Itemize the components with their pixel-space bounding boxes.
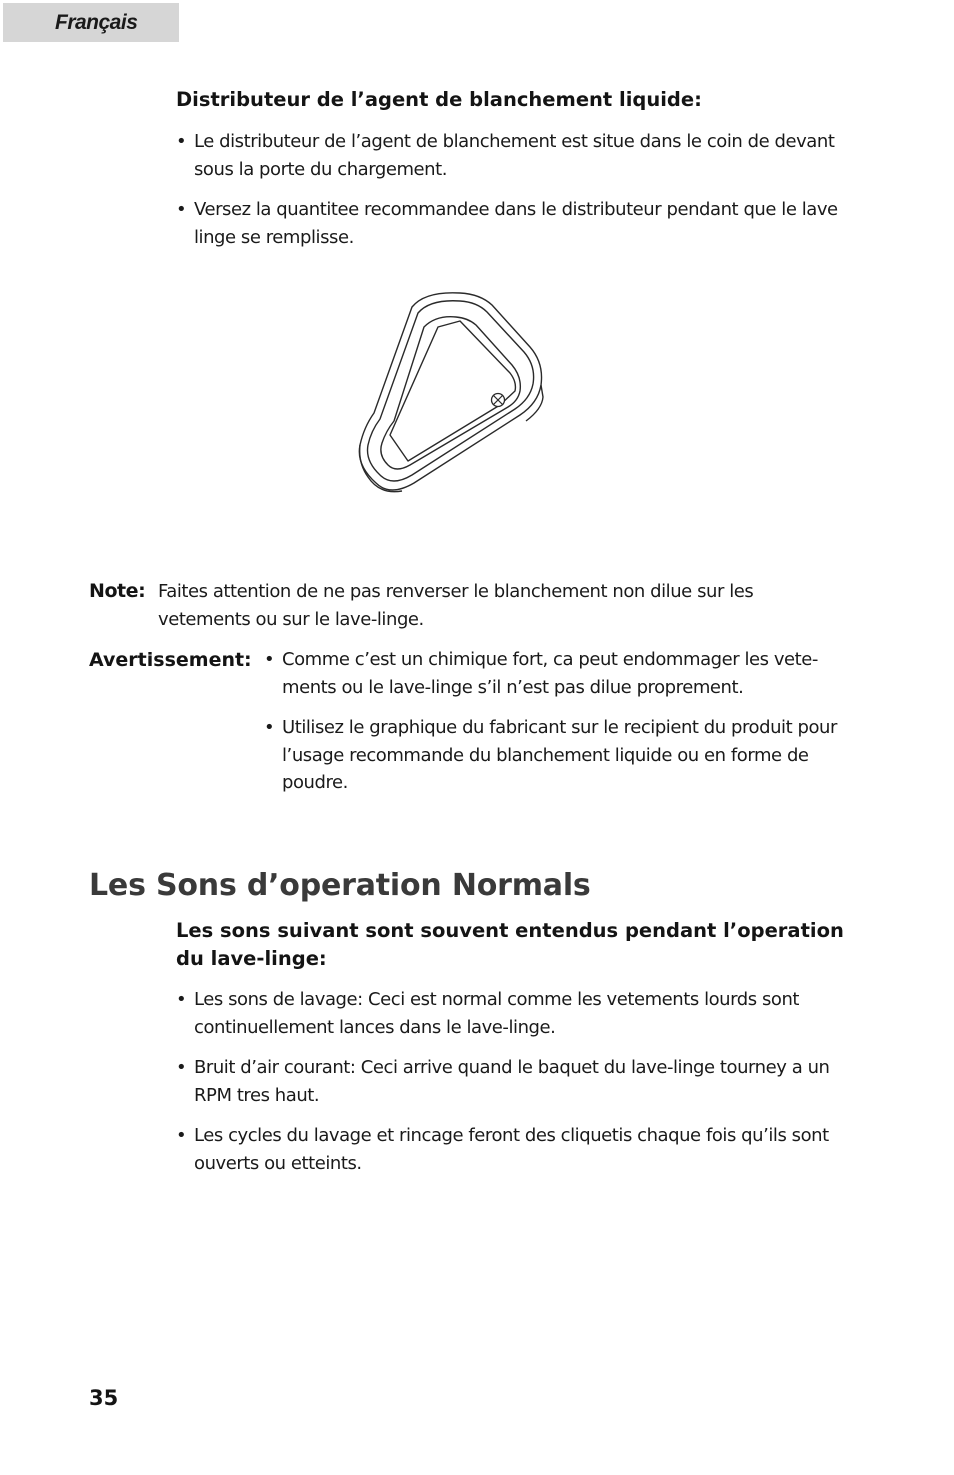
language-tab xyxy=(3,3,179,42)
sounds-bullet-3-text: Les cycles du lavage et rincage feront des cliquetis chaque fois qu’ils sont ouverts ou etteints. xyxy=(194,1125,829,1174)
bleach-bullet-1 xyxy=(176,128,846,183)
bullet-glyph: • xyxy=(264,649,275,670)
bullet-glyph: • xyxy=(176,1125,187,1146)
bullet-glyph: • xyxy=(176,131,187,152)
sounds-bullet-2 xyxy=(176,1054,866,1109)
warning-bullet-2-text: Utilisez le graphique du fabricant sur le recipient du produit pour l’usage recommande du blanchement liquide ou en forme de poudre. xyxy=(282,717,837,793)
note-text: Faites attention de ne pas renverser le blanchement non dilue sur les vetements ou sur le lave-linge. xyxy=(158,581,754,630)
bleach-dispenser-illustration xyxy=(350,285,550,500)
warning-bullet-1 xyxy=(264,646,854,701)
bullet-glyph: • xyxy=(176,199,187,220)
bleach-bullet-1-text: Le distributeur de l’agent de blanchement est situe dans le coin de devant sous la porte du chargement. xyxy=(194,131,835,180)
warning-label: Avertissement: xyxy=(89,649,252,671)
warning-bullet-2 xyxy=(264,714,854,797)
bleach-bullet-2-text: Versez la quantitee recommandee dans le distributeur pendant que le lave linge se remplisse. xyxy=(194,199,838,248)
sounds-bullet-1 xyxy=(176,986,866,1041)
sounds-bullet-1-text: Les sons de lavage: Ceci est normal comme les vetements lourds sont continuellement lances dans le lave-linge. xyxy=(194,989,800,1038)
normal-sounds-title: Les Sons d’operation Normals xyxy=(89,868,591,903)
bleach-bullet-2 xyxy=(176,196,846,251)
bullet-glyph: • xyxy=(176,989,187,1010)
sounds-bullet-3 xyxy=(176,1122,866,1177)
warning-bullet-1-text: Comme c’est un chimique fort, ca peut endommager les vete- ments ou le lave-linge s’il n’est pas dilue proprement. xyxy=(282,649,818,698)
bullet-glyph: • xyxy=(264,717,275,738)
note-label: Note: xyxy=(89,580,146,602)
normal-sounds-subheading: Les sons suivant sont souvent entendus pendant l’operation du lave-linge: xyxy=(176,919,844,970)
bullet-glyph: • xyxy=(176,1057,187,1078)
bleach-dispenser-heading: Distributeur de l’agent de blanchement liquide: xyxy=(176,88,702,111)
language-label: Français xyxy=(55,11,138,34)
page-number: 35 xyxy=(89,1386,119,1410)
sounds-bullet-2-text: Bruit d’air courant: Ceci arrive quand le baquet du lave-linge tourney a un RPM tres haut. xyxy=(194,1057,830,1106)
